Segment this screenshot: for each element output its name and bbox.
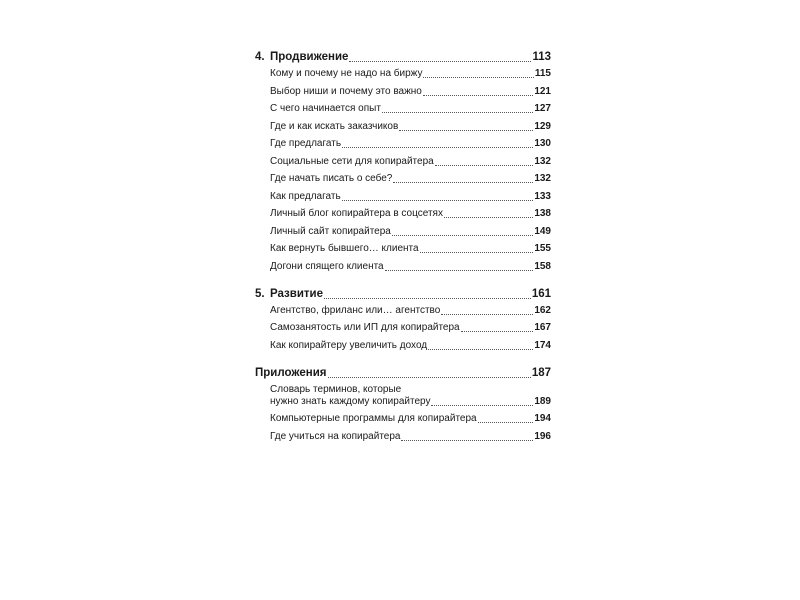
toc-entry[interactable] (255, 384, 551, 408)
dot-leader (349, 61, 531, 62)
entry-title: Где начать писать о себе? (270, 173, 393, 184)
toc-section-appendices (255, 366, 551, 443)
chapter-number: 4. (255, 51, 265, 63)
toc-entry[interactable] (255, 431, 551, 443)
dot-leader (382, 112, 533, 113)
toc-entry[interactable] (255, 305, 551, 317)
page-number: 127 (534, 103, 551, 114)
page-number: 194 (534, 413, 551, 424)
toc-entry[interactable] (255, 121, 551, 133)
entry-title: Личный блог копирайтера в соцсетях (270, 208, 443, 219)
table-of-contents (255, 50, 551, 457)
entry-title: Где и как искать заказчиков (270, 120, 399, 132)
dot-leader (423, 95, 533, 96)
dot-leader (401, 440, 533, 441)
toc-entry[interactable] (255, 208, 551, 220)
entry-title-line: Словарь терминов, которые (270, 383, 402, 395)
dot-leader (428, 349, 533, 350)
entry-title: Как копирайтеру увеличить доход (270, 339, 428, 351)
toc-section-promotion (255, 50, 551, 273)
toc-entry[interactable] (255, 413, 551, 425)
page-number: 132 (534, 173, 551, 184)
dot-leader (441, 314, 533, 315)
dot-leader (399, 130, 533, 131)
dot-leader (435, 165, 534, 166)
dot-leader (431, 405, 533, 406)
toc-entry[interactable] (255, 138, 551, 150)
chapter-title: Продвижение (270, 51, 349, 63)
chapter-number: 5. (255, 287, 265, 300)
entry-title: Как вернуть бывшего… клиента (270, 243, 419, 254)
dot-leader (328, 377, 531, 378)
page-number: 133 (534, 190, 551, 202)
entry-title: Кому и почему не надо на биржу (270, 68, 423, 79)
page-number: 121 (534, 85, 551, 97)
page-number: 132 (534, 155, 551, 167)
entry-title: С чего начинается опыт (270, 103, 381, 114)
page-number: 115 (534, 68, 551, 79)
toc-chapter-heading[interactable] (255, 366, 551, 380)
page-number: 167 (534, 322, 551, 333)
dot-leader (420, 252, 534, 253)
chapter-title: Развитие (270, 287, 324, 300)
page-number: 162 (534, 304, 551, 316)
toc-entry[interactable] (255, 243, 551, 255)
dot-leader (423, 77, 533, 78)
entry-title: Догони спящего клиента (270, 260, 384, 272)
entry-title (270, 384, 430, 408)
page-number: 138 (534, 208, 551, 219)
dot-leader (342, 200, 534, 201)
toc-entry[interactable] (255, 173, 551, 185)
page-number: 196 (534, 430, 551, 442)
toc-chapter-heading[interactable] (255, 287, 551, 301)
page-number: 155 (534, 243, 551, 254)
dot-leader (444, 217, 533, 218)
entry-title: Личный сайт копирайтера (270, 225, 391, 237)
dot-leader (392, 235, 533, 236)
dot-leader (385, 270, 534, 271)
page-number: 130 (534, 138, 551, 149)
entry-title: Как предлагать (270, 190, 341, 202)
page-number: 174 (534, 339, 551, 351)
toc-entry[interactable] (255, 156, 551, 168)
entry-title: Самозанятость или ИП для копирайтера (270, 322, 460, 333)
toc-chapter-heading[interactable] (255, 50, 551, 64)
page-number: 113 (532, 51, 551, 63)
dot-leader (478, 422, 534, 423)
entry-title: Выбор ниши и почему это важно (270, 85, 422, 97)
toc-entry[interactable] (255, 322, 551, 334)
toc-entry[interactable] (255, 191, 551, 203)
entry-title: Где предлагать (270, 138, 342, 149)
toc-section-development (255, 287, 551, 352)
toc-entry[interactable] (255, 226, 551, 238)
toc-entry[interactable] (255, 340, 551, 352)
entry-title: Социальные сети для копирайтера (270, 155, 434, 167)
page-number: 158 (534, 260, 551, 272)
page-number: 129 (534, 120, 551, 132)
dot-leader (324, 298, 531, 299)
page-number: 189 (534, 395, 551, 407)
dot-leader (342, 147, 533, 148)
entry-title: Компьютерные программы для копирайтера (270, 413, 477, 424)
toc-entry[interactable] (255, 86, 551, 98)
entry-title: Агентство, фриланс или… агентство (270, 304, 441, 316)
page-number: 187 (531, 366, 551, 379)
toc-entry[interactable] (255, 68, 551, 80)
chapter-title: Приложения (255, 366, 327, 379)
entry-title-line: нужно знать каждому копирайтеру (270, 395, 431, 407)
toc-entry[interactable] (255, 261, 551, 273)
toc-entry[interactable] (255, 103, 551, 115)
page-number: 149 (534, 225, 551, 237)
dot-leader (461, 331, 534, 332)
page-number: 161 (531, 287, 551, 300)
dot-leader (393, 182, 533, 183)
entry-title: Где учиться на копирайтера (270, 430, 401, 442)
